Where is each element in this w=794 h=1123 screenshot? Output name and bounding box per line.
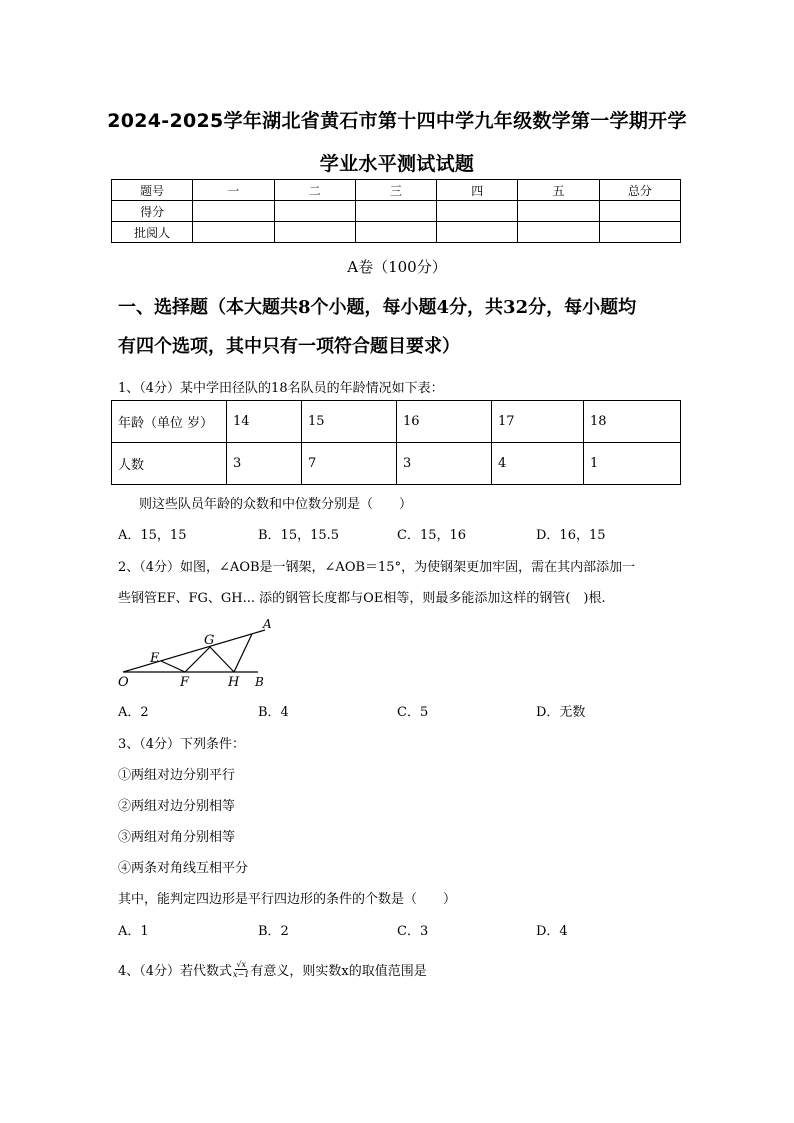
label-g: G (204, 633, 215, 648)
segment-fg (185, 647, 210, 672)
score-header-cell: 五 (518, 180, 599, 201)
score-table-header-row (112, 180, 681, 201)
q1-option-a[interactable]: A．15，15 (118, 528, 187, 543)
q1-table-cell: 7 (302, 443, 397, 485)
score-input-cell[interactable] (274, 222, 355, 243)
q4-fraction-denominator: x−1 (233, 970, 250, 979)
q1-age-row (112, 401, 681, 443)
label-f: F (180, 675, 190, 690)
q3-condition-2: ②两组对边分别相等 (118, 799, 236, 814)
q2-option-c[interactable]: C．5 (397, 705, 429, 720)
q1-question: 则这些队员年龄的众数和中位数分别是（ ） (139, 497, 413, 512)
q1-age-table (111, 400, 681, 485)
score-input-cell[interactable] (518, 222, 599, 243)
part1-heading-line1: 一、选择题（本大题共8个小题，每小题4分，共32分，每小题均 (118, 297, 637, 318)
score-input-cell[interactable] (193, 222, 274, 243)
score-input-cell[interactable] (355, 222, 436, 243)
q1-count-row (112, 443, 681, 485)
score-input-cell[interactable] (437, 201, 518, 222)
segment-h-to-oa (234, 634, 252, 672)
q3-option-c[interactable]: C．3 (397, 924, 429, 939)
score-header-cell: 三 (355, 180, 436, 201)
score-table-row (112, 201, 681, 222)
q2-option-b[interactable]: B．4 (258, 705, 289, 720)
label-a: A (263, 617, 272, 631)
q4-suffix: 有意义，则实数x的取值范围是 (250, 964, 427, 979)
score-input-cell[interactable] (355, 201, 436, 222)
score-header-cell: 一 (193, 180, 274, 201)
section-a-heading: A卷（100分） (347, 258, 447, 276)
q1-option-b[interactable]: B．15，15.5 (258, 528, 340, 543)
q2-option-a[interactable]: A．2 (118, 705, 149, 720)
q1-stem: 1、（4分）某中学田径队的18名队员的年龄情况如下表： (118, 381, 444, 396)
q1-table-cell: 4 (492, 443, 584, 485)
exam-title-line1: 2024-2025学年湖北省黄石市第十四中学九年级数学第一学期开学 (107, 110, 687, 132)
q1-table-cell: 16 (397, 401, 492, 443)
q4-fraction (233, 960, 249, 979)
q1-table-cell: 3 (397, 443, 492, 485)
score-input-cell[interactable] (274, 201, 355, 222)
label-e: E (150, 651, 160, 666)
q2-angle-figure (110, 612, 285, 692)
q4-stem (118, 960, 427, 979)
score-header-cell: 题号 (112, 180, 193, 201)
q3-option-a[interactable]: A．1 (118, 924, 149, 939)
segment-gh (210, 647, 234, 672)
q1-table-cell: 人数 (112, 443, 227, 485)
q3-option-b[interactable]: B．2 (258, 924, 289, 939)
score-header-cell: 总分 (599, 180, 680, 201)
q1-table-cell: 17 (492, 401, 584, 443)
q1-table-cell: 1 (584, 443, 681, 485)
q3-option-d[interactable]: D．4 (536, 924, 568, 939)
q1-option-d[interactable]: D．16，15 (536, 528, 606, 543)
score-table (111, 179, 681, 243)
score-input-cell[interactable] (599, 201, 680, 222)
q1-option-c[interactable]: C．15，16 (397, 528, 467, 543)
score-input-cell[interactable] (518, 201, 599, 222)
q3-condition-4: ④两条对角线互相平分 (118, 861, 249, 876)
q3-stem: 3、（4分）下列条件： (118, 737, 246, 752)
q2-stem-line1: 2、（4分）如图，∠AOB是一钢架，∠AOB＝15°，为使钢架更加牢固，需在其内部添加一 (118, 560, 636, 575)
score-table-row (112, 222, 681, 243)
label-h: H (228, 675, 240, 690)
q2-stem-line2: 些钢管EF、FG、GH... 添的钢管长度都与OE相等，则最多能添加这样的钢管( )根. (118, 591, 606, 606)
q4-prefix: 4、（4分）若代数式 (118, 964, 233, 979)
q3-condition-1: ①两组对边分别平行 (118, 768, 236, 783)
q1-table-cell: 18 (584, 401, 681, 443)
exam-title-line2: 学业水平测试试题 (319, 153, 475, 175)
score-input-cell[interactable] (193, 201, 274, 222)
q3-condition-3: ③两组对角分别相等 (118, 830, 236, 845)
label-b: B (255, 675, 264, 689)
label-o: O (118, 675, 129, 690)
score-header-cell: 二 (274, 180, 355, 201)
score-row-label: 得分 (112, 201, 193, 222)
q4-fraction-numerator: √x (236, 960, 246, 969)
q3-question: 其中，能判定四边形是平行四边形的条件的个数是（ ） (118, 892, 457, 907)
score-header-cell: 四 (437, 180, 518, 201)
segment-ef (161, 661, 185, 672)
q1-table-cell: 14 (227, 401, 302, 443)
q1-table-cell: 年龄（单位 岁） (112, 401, 227, 443)
score-input-cell[interactable] (437, 222, 518, 243)
score-row-label: 批阅人 (112, 222, 193, 243)
score-input-cell[interactable] (599, 222, 680, 243)
part1-heading-line2: 有四个选项，其中只有一项符合题目要求） (118, 336, 460, 357)
q2-option-d[interactable]: D．无数 (536, 705, 586, 720)
q1-table-cell: 15 (302, 401, 397, 443)
q1-table-cell: 3 (227, 443, 302, 485)
